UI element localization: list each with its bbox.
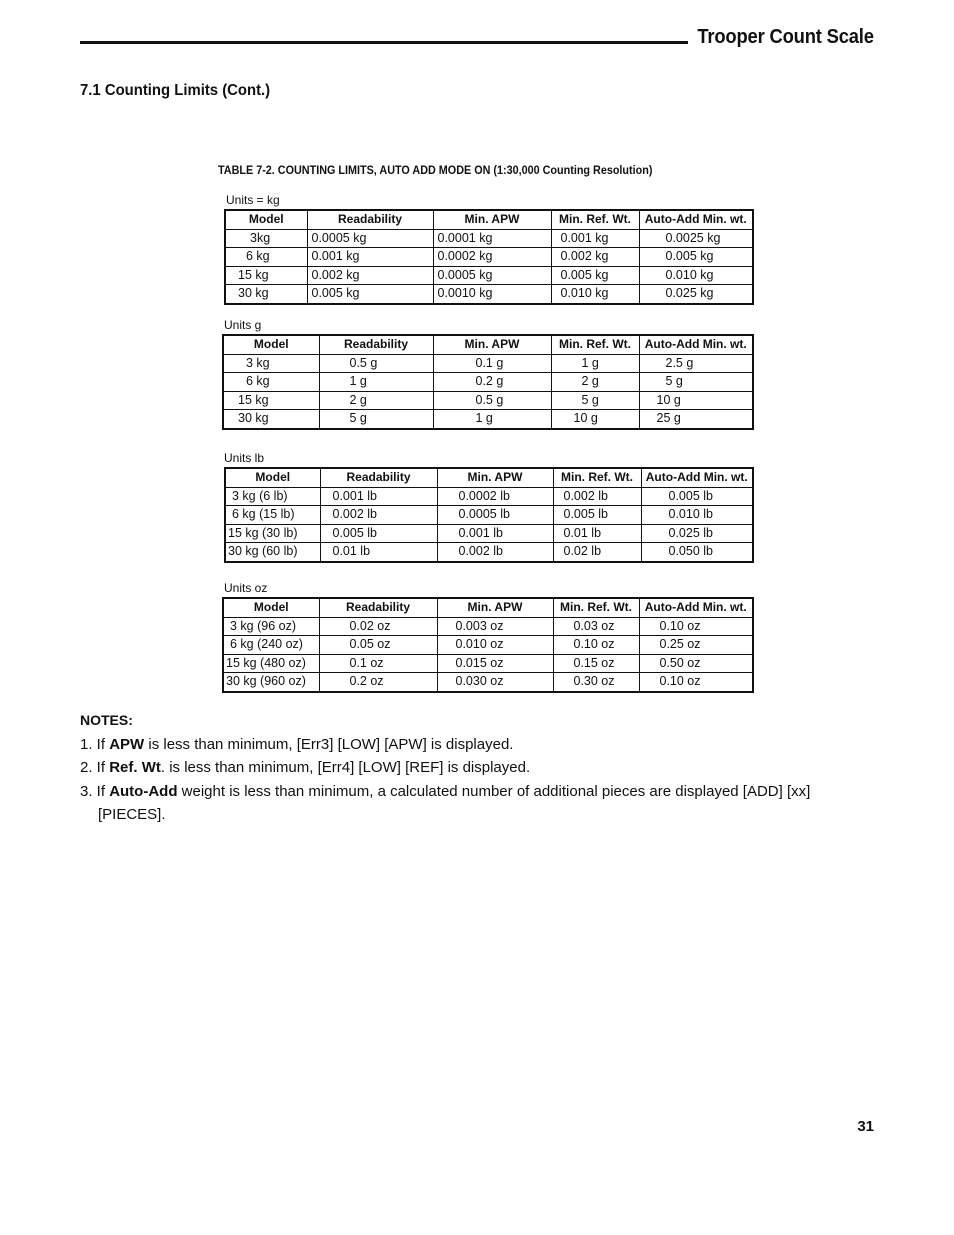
column-header: Auto-Add Min. wt. [639,598,753,617]
table-cell: 0.005 lb [641,487,753,506]
table-cell: 3 kg [223,354,319,373]
table-cell: 0.0010 kg [433,285,551,304]
note-number: 3. If [80,782,110,800]
table-cell: 15 kg (30 lb) [225,524,320,543]
table-cell: 1 g [551,354,639,373]
table-cell: 0.1 g [433,354,551,373]
table-cell: 15 kg (480 oz) [223,654,319,673]
table-row [223,617,753,636]
limits-table-kg [224,209,754,305]
document-title: Trooper Count Scale [697,26,874,48]
table-cell: 5 g [639,373,753,392]
table-row [223,673,753,692]
table-cell: 30 kg (60 lb) [225,543,320,562]
column-header: Readability [307,210,433,229]
table-row [223,354,753,373]
column-header: Min. Ref. Wt. [553,468,641,487]
table-header-row [225,468,753,487]
limits-table-g [222,334,754,430]
table-caption: TABLE 7-2. COUNTING LIMITS, AUTO ADD MODE ON (1:30,000 Counting Resolution) [218,163,653,177]
table-cell: 3 kg (6 lb) [225,487,320,506]
table-cell: 2 g [319,391,433,410]
header-rule [80,41,688,44]
table-cell: 2 g [551,373,639,392]
table-cell: 0.0005 kg [307,229,433,248]
table-cell: 30 kg [223,410,319,429]
table-cell: 0.02 lb [553,543,641,562]
table-cell: 0.001 lb [437,524,553,543]
table-cell: 0.030 oz [437,673,553,692]
table-cell: 0.0005 lb [437,506,553,525]
table-cell: 0.002 lb [320,506,437,525]
table-row [225,506,753,525]
units-label-g: Units g [224,318,262,332]
table-cell: 1 g [433,410,551,429]
table-cell: 0.010 lb [641,506,753,525]
table-cell: 0.01 lb [320,543,437,562]
column-header: Auto-Add Min. wt. [641,468,753,487]
table-cell: 0.010 kg [551,285,639,304]
note-item [80,756,870,780]
table-row [225,248,753,267]
table-cell: 0.10 oz [553,636,639,655]
table-row [223,391,753,410]
table-cell: 0.0002 kg [433,248,551,267]
section-heading: 7.1 Counting Limits (Cont.) [80,82,271,99]
table-cell: 0.0001 kg [433,229,551,248]
limits-table-lb [224,467,754,563]
table-cell: 0.10 oz [639,673,753,692]
column-header: Readability [319,335,433,354]
column-header: Model [223,598,319,617]
table-header-row [223,598,753,617]
table-cell: 0.005 kg [307,285,433,304]
table-cell: 0.1 oz [319,654,437,673]
table-row [223,636,753,655]
table-cell: 0.15 oz [553,654,639,673]
column-header: Model [225,468,320,487]
table-cell: 3kg [225,229,307,248]
table-cell: 15 kg [223,391,319,410]
note-item [80,733,870,757]
table-cell: 0.001 kg [551,229,639,248]
table-cell: 0.10 oz [639,617,753,636]
table-cell: 0.005 lb [320,524,437,543]
table-cell: 0.01 lb [553,524,641,543]
table-cell: 0.010 oz [437,636,553,655]
note-text: weight is less than minimum, a calculated number of additional pieces are displayed [ADD] [xx] [PIECES]. [98,782,811,823]
table-cell: 0.050 lb [641,543,753,562]
table-cell: 6 kg [225,248,307,267]
table-cell: 5 g [319,410,433,429]
column-header: Min. APW [433,335,551,354]
table-cell: 0.002 kg [551,248,639,267]
table-cell: 0.03 oz [553,617,639,636]
table-cell: 5 g [551,391,639,410]
table-cell: 0.5 g [433,391,551,410]
note-number: 1. If [80,735,110,753]
note-item [80,780,870,827]
table-row [225,487,753,506]
table-row [223,654,753,673]
table-cell: 0.001 lb [320,487,437,506]
table-cell: 0.005 lb [553,506,641,525]
table-cell: 0.001 kg [307,248,433,267]
table-cell: 1 g [319,373,433,392]
table-cell: 0.010 kg [639,266,753,285]
table-cell: 0.005 kg [551,266,639,285]
table-cell: 10 g [551,410,639,429]
table-cell: 10 g [639,391,753,410]
column-header: Min. APW [437,468,553,487]
column-header: Min. Ref. Wt. [551,335,639,354]
table-cell: 0.05 oz [319,636,437,655]
page-number: 31 [857,1118,874,1135]
table-cell: 0.002 lb [437,543,553,562]
table-cell: 0.2 g [433,373,551,392]
table-cell: 2.5 g [639,354,753,373]
table-cell: 0.25 oz [639,636,753,655]
column-header: Auto-Add Min. wt. [639,210,753,229]
note-bold-term: Ref. Wt [109,759,161,776]
column-header: Readability [320,468,437,487]
table-cell: 0.5 g [319,354,433,373]
limits-table-oz [222,597,754,693]
table-cell: 15 kg [225,266,307,285]
note-bold-term: APW [109,735,145,753]
table-cell: 0.025 lb [641,524,753,543]
note-bold-term: Auto-Add [109,782,178,800]
column-header: Auto-Add Min. wt. [639,335,753,354]
table-cell: 0.025 kg [639,285,753,304]
table-cell: 3 kg (96 oz) [223,617,319,636]
table-cell: 0.30 oz [553,673,639,692]
table-cell: 30 kg (960 oz) [223,673,319,692]
column-header: Model [225,210,307,229]
table-row [225,285,753,304]
table-header-row [225,210,753,229]
table-cell: 0.002 lb [553,487,641,506]
note-text: is less than minimum, [Err3] [LOW] [APW] is displayed. [144,735,514,753]
table-row [225,266,753,285]
note-number: 2. If [80,759,110,776]
notes-heading: NOTES: [80,712,133,728]
column-header: Min. Ref. Wt. [553,598,639,617]
table-row [225,229,753,248]
table-cell: 0.002 kg [307,266,433,285]
table-row [225,543,753,562]
table-cell: 0.2 oz [319,673,437,692]
table-cell: 0.02 oz [319,617,437,636]
table-cell: 0.0002 lb [437,487,553,506]
table-cell: 6 kg (15 lb) [225,506,320,525]
notes-section [80,709,870,827]
table-row [223,373,753,392]
table-cell: 6 kg (240 oz) [223,636,319,655]
column-header: Min. Ref. Wt. [551,210,639,229]
table-row [225,524,753,543]
table-cell: 30 kg [225,285,307,304]
table-cell: 0.0025 kg [639,229,753,248]
table-row [223,410,753,429]
note-text: . is less than minimum, [Err4] [LOW] [REF] is displayed. [160,759,531,776]
column-header: Model [223,335,319,354]
table-header-row [223,335,753,354]
table-cell: 6 kg [223,373,319,392]
units-label-kg: Units = kg [226,193,280,207]
column-header: Min. APW [437,598,553,617]
table-cell: 25 g [639,410,753,429]
table-cell: 0.50 oz [639,654,753,673]
column-header: Readability [319,598,437,617]
table-cell: 0.005 kg [639,248,753,267]
column-header: Min. APW [433,210,551,229]
units-label-lb: Units lb [224,451,265,465]
table-cell: 0.0005 kg [433,266,551,285]
table-cell: 0.015 oz [437,654,553,673]
units-label-oz: Units oz [224,581,268,595]
table-cell: 0.003 oz [437,617,553,636]
